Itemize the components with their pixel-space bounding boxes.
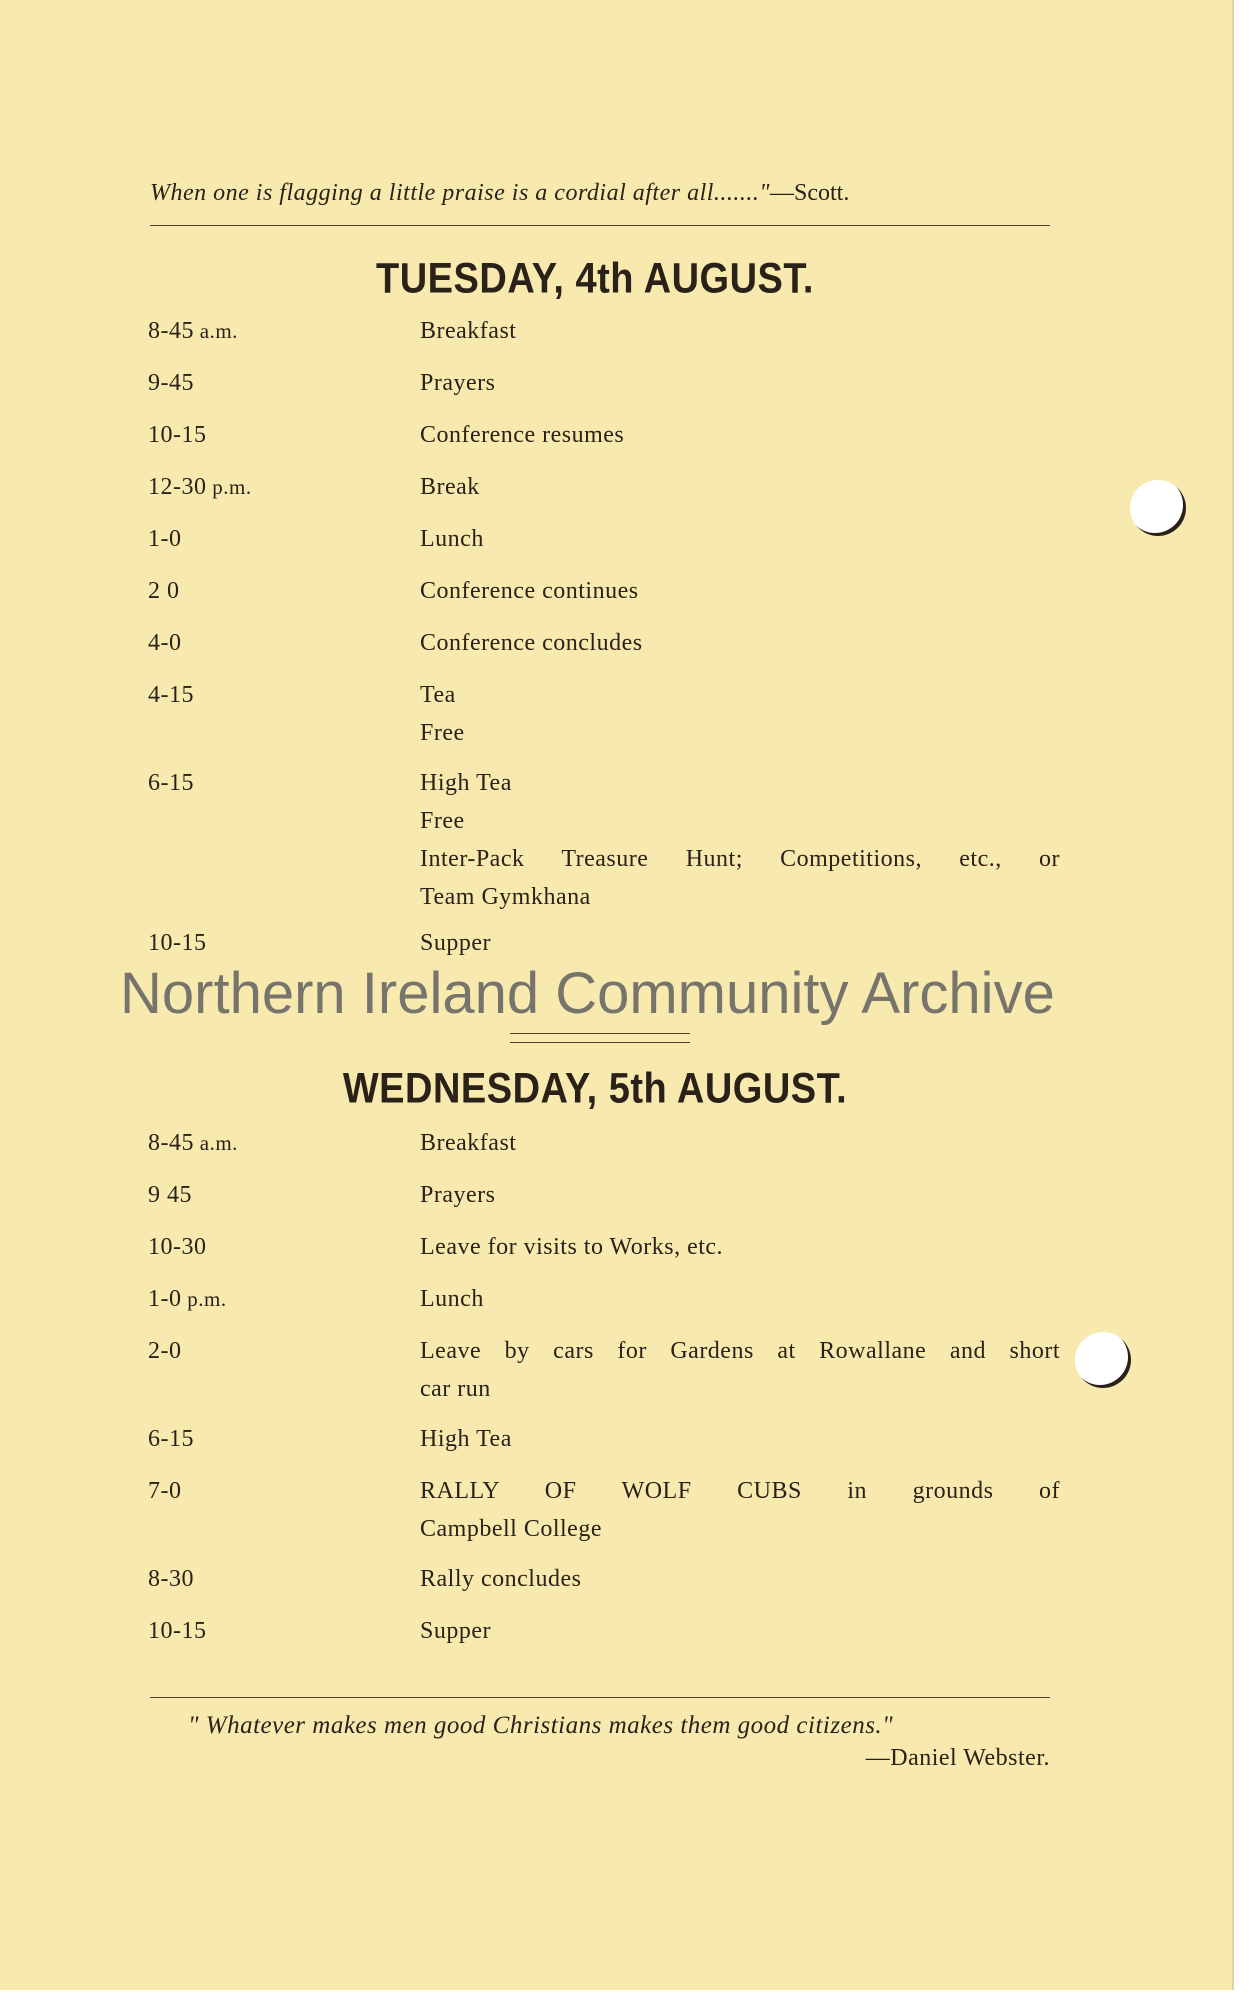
schedule-time: [148, 1176, 192, 1214]
schedule-time: [148, 468, 252, 506]
event-line: Breakfast: [420, 318, 517, 344]
schedule-event: [420, 520, 1060, 558]
schedule-event: [420, 764, 1060, 916]
schedule-event: [420, 416, 1060, 454]
time-value: 10-15: [148, 930, 207, 956]
header-quote-text: When one is flagging a little praise is a cordial after all.......": [150, 180, 770, 206]
schedule-event: [420, 676, 1060, 752]
time-value: 2-0: [148, 1338, 182, 1364]
event-line: Breakfast: [420, 1130, 517, 1156]
schedule-time: [148, 1472, 182, 1510]
schedule-time: [148, 1420, 194, 1458]
schedule-time: [148, 1228, 207, 1266]
event-line: Campbell College: [420, 1516, 602, 1542]
schedule-event: [420, 624, 1060, 662]
footer-quote: " Whatever makes men good Christians makes them good citizens.": [188, 1712, 894, 1739]
time-value: 4-15: [148, 682, 194, 708]
schedule-event: [420, 1124, 1060, 1162]
punch-hole-bottom: [1075, 1332, 1131, 1388]
schedule-event: [420, 1176, 1060, 1214]
section-divider: [510, 1033, 690, 1043]
event-line: Free: [420, 808, 465, 834]
schedule-time: [148, 1280, 227, 1318]
time-value: 2 0: [148, 578, 180, 604]
schedule-time: [148, 1612, 207, 1650]
schedule-time: [148, 312, 238, 350]
event-line: Rally concludes: [420, 1566, 582, 1592]
event-line: Conference resumes: [420, 422, 625, 448]
event-line: Prayers: [420, 1182, 496, 1208]
punch-hole-top: [1130, 480, 1186, 536]
time-value: 1-0: [148, 1286, 182, 1312]
schedule-event: [420, 1560, 1060, 1598]
time-value: 10-30: [148, 1234, 207, 1260]
event-line: Conference concludes: [420, 630, 643, 656]
time-suffix: a.m.: [194, 1131, 238, 1155]
time-value: 7-0: [148, 1478, 182, 1504]
time-value: 9-45: [148, 370, 194, 396]
time-suffix: p.m.: [181, 1287, 227, 1311]
schedule-event: [420, 1332, 1060, 1408]
schedule-event: [420, 572, 1060, 610]
time-value: 6-15: [148, 1426, 194, 1452]
footer-quote-author: —Daniel Webster.: [865, 1745, 1050, 1771]
schedule-time: [148, 1332, 182, 1370]
schedule-event: [420, 364, 1060, 402]
schedule-event: [420, 468, 1060, 506]
header-rule: [150, 225, 1050, 226]
schedule-time: [148, 1124, 238, 1162]
header-quote-author: —Scott.: [770, 180, 850, 206]
time-value: 6-15: [148, 770, 194, 796]
event-line: Break: [420, 474, 480, 500]
schedule-time: [148, 364, 194, 402]
event-line: RALLY OF WOLF CUBS in grounds of: [420, 1478, 1060, 1504]
time-value: 4-0: [148, 630, 182, 656]
event-line: Prayers: [420, 370, 496, 396]
schedule-time: [148, 624, 182, 662]
schedule-event: [420, 1280, 1060, 1318]
event-line: Conference continues: [420, 578, 639, 604]
tuesday-heading: TUESDAY, 4th AUGUST.: [376, 255, 814, 303]
time-value: 8-30: [148, 1566, 194, 1592]
schedule-event: [420, 312, 1060, 350]
schedule-event: [420, 1420, 1060, 1458]
schedule-event: [420, 1228, 1060, 1266]
schedule-time: [148, 924, 207, 962]
event-line: High Tea: [420, 770, 512, 796]
event-line: Supper: [420, 1618, 491, 1644]
event-line: Lunch: [420, 526, 484, 552]
event-line: Tea: [420, 682, 456, 708]
event-line: Team Gymkhana: [420, 884, 591, 910]
time-value: 9 45: [148, 1182, 192, 1208]
time-suffix: p.m.: [206, 475, 252, 499]
event-line: Inter-Pack Treasure Hunt; Competitions, etc., or: [420, 846, 1060, 872]
schedule-time: [148, 764, 194, 802]
schedule-time: [148, 416, 207, 454]
time-suffix: a.m.: [194, 319, 238, 343]
event-line: High Tea: [420, 1426, 512, 1452]
time-value: 8-45: [148, 1130, 194, 1156]
event-line: Leave by cars for Gardens at Rowallane and short: [420, 1338, 1060, 1364]
header-quote: [150, 180, 1050, 207]
event-line: Free: [420, 720, 465, 746]
event-line: Leave for visits to Works, etc.: [420, 1234, 724, 1260]
schedule-time: [148, 676, 194, 714]
schedule-event: [420, 1472, 1060, 1548]
time-value: 1-0: [148, 526, 182, 552]
event-line: car run: [420, 1376, 491, 1402]
event-line: Lunch: [420, 1286, 484, 1312]
schedule-event: [420, 924, 1060, 962]
time-value: 12-30: [148, 474, 207, 500]
watermark: Northern Ireland Community Archive: [120, 961, 1055, 1026]
time-value: 10-15: [148, 1618, 207, 1644]
schedule-event: [420, 1612, 1060, 1650]
schedule-time: [148, 520, 182, 558]
footer-rule: [150, 1697, 1050, 1698]
time-value: 8-45: [148, 318, 194, 344]
schedule-time: [148, 1560, 194, 1598]
wednesday-heading: WEDNESDAY, 5th AUGUST.: [342, 1065, 848, 1113]
time-value: 10-15: [148, 422, 207, 448]
schedule-time: [148, 572, 180, 610]
event-line: Supper: [420, 930, 491, 956]
